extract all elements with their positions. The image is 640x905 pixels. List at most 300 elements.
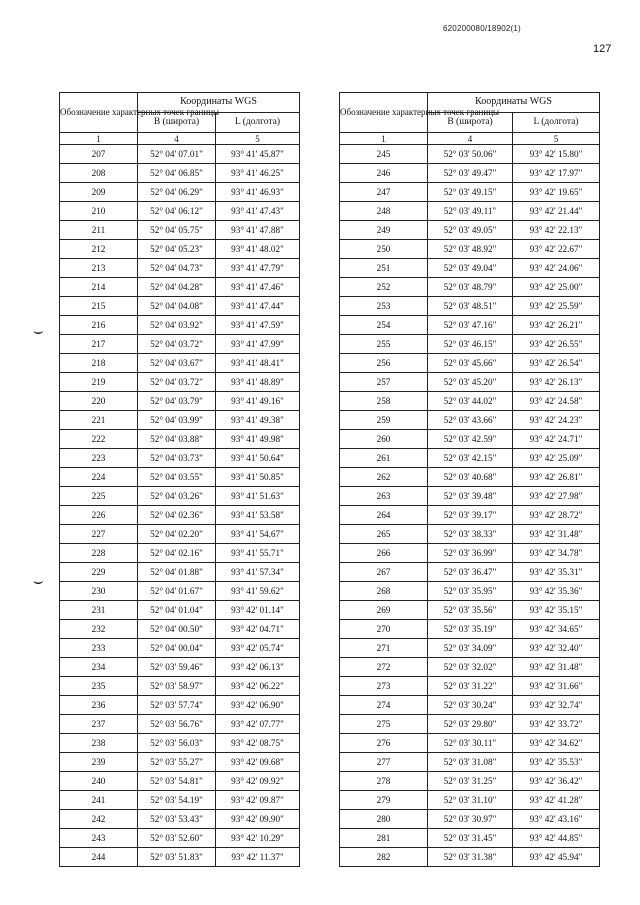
table-row bbox=[60, 373, 300, 392]
column-number: 4 bbox=[428, 133, 513, 145]
latitude-cell: 52° 03' 47.16" bbox=[428, 316, 513, 335]
point-number-cell: 257 bbox=[340, 373, 428, 392]
point-number-cell: 273 bbox=[340, 677, 428, 696]
table-row bbox=[340, 487, 600, 506]
longitude-cell: 93° 42' 31.66" bbox=[513, 677, 600, 696]
longitude-cell: 93° 42' 06.13" bbox=[216, 658, 300, 677]
point-number-cell: 263 bbox=[340, 487, 428, 506]
longitude-cell: 93° 42' 34.78" bbox=[513, 544, 600, 563]
table-row bbox=[60, 259, 300, 278]
table-row bbox=[340, 468, 600, 487]
latitude-cell: 52° 03' 42.15" bbox=[428, 449, 513, 468]
table-row bbox=[60, 392, 300, 411]
latitude-cell: 52° 03' 32.02" bbox=[428, 658, 513, 677]
longitude-cell: 93° 42' 06.90" bbox=[216, 696, 300, 715]
latitude-cell: 52° 04' 01.67" bbox=[138, 582, 216, 601]
longitude-cell: 93° 42' 07.77" bbox=[216, 715, 300, 734]
table-row bbox=[60, 791, 300, 810]
table-row bbox=[60, 297, 300, 316]
table-row bbox=[340, 772, 600, 791]
longitude-cell: 93° 42' 05.74" bbox=[216, 639, 300, 658]
longitude-cell: 93° 41' 48.41" bbox=[216, 354, 300, 373]
latitude-cell: 52° 03' 57.74" bbox=[138, 696, 216, 715]
latitude-cell: 52° 04' 07.01" bbox=[138, 145, 216, 164]
lat-column-header: B (широта) bbox=[428, 113, 513, 133]
longitude-cell: 93° 41' 45.87" bbox=[216, 145, 300, 164]
table-row bbox=[340, 582, 600, 601]
point-number-cell: 268 bbox=[340, 582, 428, 601]
point-number-cell: 275 bbox=[340, 715, 428, 734]
longitude-cell: 93° 42' 31.48" bbox=[513, 525, 600, 544]
point-number-cell: 218 bbox=[60, 354, 138, 373]
point-number-cell: 243 bbox=[60, 829, 138, 848]
table-row bbox=[60, 601, 300, 620]
table-row bbox=[60, 848, 300, 867]
longitude-cell: 93° 42' 41.28" bbox=[513, 791, 600, 810]
table-row bbox=[340, 373, 600, 392]
table-row bbox=[60, 335, 300, 354]
latitude-cell: 52° 03' 35.95" bbox=[428, 582, 513, 601]
table-row bbox=[60, 658, 300, 677]
table-row bbox=[60, 810, 300, 829]
table-row bbox=[340, 259, 600, 278]
point-number-cell: 220 bbox=[60, 392, 138, 411]
table-row bbox=[340, 563, 600, 582]
longitude-cell: 93° 42' 32.74" bbox=[513, 696, 600, 715]
lon-column-header: L (долгота) bbox=[216, 113, 300, 133]
latitude-cell: 52° 03' 31.22" bbox=[428, 677, 513, 696]
longitude-cell: 93° 42' 06.22" bbox=[216, 677, 300, 696]
point-number-cell: 259 bbox=[340, 411, 428, 430]
longitude-cell: 93° 41' 48.89" bbox=[216, 373, 300, 392]
table-row bbox=[340, 411, 600, 430]
table-row bbox=[60, 525, 300, 544]
point-number-cell: 225 bbox=[60, 487, 138, 506]
longitude-cell: 93° 42' 17.97" bbox=[513, 164, 600, 183]
point-number-cell: 214 bbox=[60, 278, 138, 297]
point-number-cell: 271 bbox=[340, 639, 428, 658]
longitude-cell: 93° 42' 44.85" bbox=[513, 829, 600, 848]
point-number-cell: 211 bbox=[60, 221, 138, 240]
table-row bbox=[340, 544, 600, 563]
longitude-cell: 93° 41' 47.46" bbox=[216, 278, 300, 297]
point-number-cell: 210 bbox=[60, 202, 138, 221]
table-row bbox=[60, 430, 300, 449]
point-number-cell: 230 bbox=[60, 582, 138, 601]
latitude-cell: 52° 04' 04.28" bbox=[138, 278, 216, 297]
longitude-cell: 93° 41' 46.93" bbox=[216, 183, 300, 202]
latitude-cell: 52° 03' 31.38" bbox=[428, 848, 513, 867]
latitude-cell: 52° 03' 30.97" bbox=[428, 810, 513, 829]
latitude-cell: 52° 04' 03.67" bbox=[138, 354, 216, 373]
latitude-cell: 52° 04' 04.08" bbox=[138, 297, 216, 316]
latitude-cell: 52° 04' 03.92" bbox=[138, 316, 216, 335]
longitude-cell: 93° 42' 24.06" bbox=[513, 259, 600, 278]
latitude-cell: 52° 03' 30.24" bbox=[428, 696, 513, 715]
point-number-cell: 212 bbox=[60, 240, 138, 259]
latitude-cell: 52° 03' 31.25" bbox=[428, 772, 513, 791]
longitude-cell: 93° 41' 57.34" bbox=[216, 563, 300, 582]
point-number-cell: 229 bbox=[60, 563, 138, 582]
longitude-cell: 93° 42' 25.09" bbox=[513, 449, 600, 468]
point-number-cell: 223 bbox=[60, 449, 138, 468]
point-number-cell: 258 bbox=[340, 392, 428, 411]
longitude-cell: 93° 42' 01.14" bbox=[216, 601, 300, 620]
table-row bbox=[60, 183, 300, 202]
point-number-cell: 231 bbox=[60, 601, 138, 620]
point-number-cell: 272 bbox=[340, 658, 428, 677]
latitude-cell: 52° 03' 49.11" bbox=[428, 202, 513, 221]
lat-column-header: B (широта) bbox=[138, 113, 216, 133]
table-row bbox=[60, 164, 300, 183]
point-number-cell: 251 bbox=[340, 259, 428, 278]
table-row bbox=[60, 696, 300, 715]
longitude-cell: 93° 42' 25.59" bbox=[513, 297, 600, 316]
latitude-cell: 52° 04' 03.55" bbox=[138, 468, 216, 487]
table-row bbox=[60, 354, 300, 373]
point-number-cell: 265 bbox=[340, 525, 428, 544]
point-number-cell: 215 bbox=[60, 297, 138, 316]
point-number-cell: 245 bbox=[340, 145, 428, 164]
latitude-cell: 52° 04' 00.04" bbox=[138, 639, 216, 658]
latitude-cell: 52° 03' 46.15" bbox=[428, 335, 513, 354]
longitude-cell: 93° 42' 28.72" bbox=[513, 506, 600, 525]
table-row bbox=[340, 848, 600, 867]
table-row bbox=[60, 411, 300, 430]
point-number-cell: 208 bbox=[60, 164, 138, 183]
point-number-cell: 255 bbox=[340, 335, 428, 354]
table-row bbox=[340, 430, 600, 449]
latitude-cell: 52° 03' 54.19" bbox=[138, 791, 216, 810]
longitude-cell: 93° 42' 22.13" bbox=[513, 221, 600, 240]
table-row bbox=[60, 753, 300, 772]
point-number-cell: 227 bbox=[60, 525, 138, 544]
table-row bbox=[60, 734, 300, 753]
longitude-cell: 93° 42' 10.29" bbox=[216, 829, 300, 848]
latitude-cell: 52° 04' 06.85" bbox=[138, 164, 216, 183]
point-number-cell: 217 bbox=[60, 335, 138, 354]
table-row bbox=[340, 202, 600, 221]
point-number-cell: 261 bbox=[340, 449, 428, 468]
table-row bbox=[340, 601, 600, 620]
table-row bbox=[60, 563, 300, 582]
latitude-cell: 52° 03' 48.79" bbox=[428, 278, 513, 297]
latitude-cell: 52° 03' 40.68" bbox=[428, 468, 513, 487]
point-number-cell: 252 bbox=[340, 278, 428, 297]
latitude-cell: 52° 03' 56.76" bbox=[138, 715, 216, 734]
table-row bbox=[340, 658, 600, 677]
longitude-cell: 93° 41' 47.59" bbox=[216, 316, 300, 335]
longitude-cell: 93° 42' 08.75" bbox=[216, 734, 300, 753]
longitude-cell: 93° 42' 09.68" bbox=[216, 753, 300, 772]
longitude-cell: 93° 41' 49.16" bbox=[216, 392, 300, 411]
column-number: 4 bbox=[138, 133, 216, 145]
latitude-cell: 52° 03' 48.51" bbox=[428, 297, 513, 316]
point-number-cell: 241 bbox=[60, 791, 138, 810]
table-row bbox=[340, 297, 600, 316]
column-number: 1 bbox=[60, 133, 138, 145]
longitude-cell: 93° 42' 22.67" bbox=[513, 240, 600, 259]
longitude-cell: 93° 42' 24.71" bbox=[513, 430, 600, 449]
wgs-group-header: Координаты WGS bbox=[428, 93, 600, 113]
longitude-cell: 93° 42' 09.87" bbox=[216, 791, 300, 810]
table-row bbox=[340, 506, 600, 525]
latitude-cell: 52° 03' 49.15" bbox=[428, 183, 513, 202]
longitude-cell: 93° 42' 04.71" bbox=[216, 620, 300, 639]
latitude-cell: 52° 03' 52.60" bbox=[138, 829, 216, 848]
point-number-cell: 228 bbox=[60, 544, 138, 563]
latitude-cell: 52° 03' 42.59" bbox=[428, 430, 513, 449]
table-row bbox=[60, 620, 300, 639]
table-row bbox=[60, 145, 300, 164]
longitude-cell: 93° 42' 25.00" bbox=[513, 278, 600, 297]
longitude-cell: 93° 41' 54.67" bbox=[216, 525, 300, 544]
latitude-cell: 52° 04' 03.88" bbox=[138, 430, 216, 449]
latitude-cell: 52° 04' 01.88" bbox=[138, 563, 216, 582]
latitude-cell: 52° 03' 48.92" bbox=[428, 240, 513, 259]
latitude-cell: 52° 04' 05.23" bbox=[138, 240, 216, 259]
latitude-cell: 52° 03' 31.08" bbox=[428, 753, 513, 772]
point-number-cell: 224 bbox=[60, 468, 138, 487]
longitude-cell: 93° 41' 48.02" bbox=[216, 240, 300, 259]
point-number-cell: 250 bbox=[340, 240, 428, 259]
latitude-cell: 52° 03' 31.10" bbox=[428, 791, 513, 810]
table-row bbox=[340, 221, 600, 240]
point-number-cell: 260 bbox=[340, 430, 428, 449]
longitude-cell: 93° 42' 11.37" bbox=[216, 848, 300, 867]
table-row bbox=[60, 487, 300, 506]
latitude-cell: 52° 03' 39.48" bbox=[428, 487, 513, 506]
longitude-cell: 93° 42' 09.92" bbox=[216, 772, 300, 791]
longitude-cell: 93° 42' 31.48" bbox=[513, 658, 600, 677]
point-number-cell: 262 bbox=[340, 468, 428, 487]
longitude-cell: 93° 41' 50.85" bbox=[216, 468, 300, 487]
longitude-cell: 93° 42' 35.31" bbox=[513, 563, 600, 582]
point-number-cell: 270 bbox=[340, 620, 428, 639]
latitude-cell: 52° 03' 44.02" bbox=[428, 392, 513, 411]
table-row bbox=[340, 620, 600, 639]
longitude-cell: 93° 42' 26.54" bbox=[513, 354, 600, 373]
point-number-cell: 281 bbox=[340, 829, 428, 848]
point-number-cell: 222 bbox=[60, 430, 138, 449]
point-number-cell: 239 bbox=[60, 753, 138, 772]
table-row bbox=[340, 335, 600, 354]
longitude-cell: 93° 42' 45.94" bbox=[513, 848, 600, 867]
point-number-cell: 240 bbox=[60, 772, 138, 791]
latitude-cell: 52° 03' 38.33" bbox=[428, 525, 513, 544]
longitude-cell: 93° 42' 15.80" bbox=[513, 145, 600, 164]
point-number-cell: 267 bbox=[340, 563, 428, 582]
table-row bbox=[340, 183, 600, 202]
longitude-cell: 93° 41' 47.88" bbox=[216, 221, 300, 240]
point-number-cell: 235 bbox=[60, 677, 138, 696]
point-number-cell: 221 bbox=[60, 411, 138, 430]
point-number-cell: 248 bbox=[340, 202, 428, 221]
point-number-cell: 278 bbox=[340, 772, 428, 791]
table-row bbox=[340, 240, 600, 259]
table-row bbox=[340, 316, 600, 335]
latitude-cell: 52° 03' 36.47" bbox=[428, 563, 513, 582]
margin-mark-lower: ⌣ bbox=[33, 573, 44, 590]
longitude-cell: 93° 42' 34.62" bbox=[513, 734, 600, 753]
latitude-cell: 52° 04' 01.04" bbox=[138, 601, 216, 620]
point-number-cell: 216 bbox=[60, 316, 138, 335]
latitude-cell: 52° 03' 49.05" bbox=[428, 221, 513, 240]
longitude-cell: 93° 41' 50.64" bbox=[216, 449, 300, 468]
table-row bbox=[340, 715, 600, 734]
longitude-cell: 93° 42' 24.23" bbox=[513, 411, 600, 430]
table-row bbox=[60, 677, 300, 696]
latitude-cell: 52° 03' 59.46" bbox=[138, 658, 216, 677]
table-row bbox=[340, 734, 600, 753]
latitude-cell: 52° 04' 03.72" bbox=[138, 335, 216, 354]
latitude-cell: 52° 04' 02.36" bbox=[138, 506, 216, 525]
latitude-cell: 52° 03' 35.19" bbox=[428, 620, 513, 639]
latitude-cell: 52° 03' 45.66" bbox=[428, 354, 513, 373]
latitude-cell: 52° 03' 50.06" bbox=[428, 145, 513, 164]
longitude-cell: 93° 41' 49.38" bbox=[216, 411, 300, 430]
point-number-cell: 280 bbox=[340, 810, 428, 829]
column-number: 5 bbox=[216, 133, 300, 145]
point-number-cell: 264 bbox=[340, 506, 428, 525]
longitude-cell: 93° 42' 35.36" bbox=[513, 582, 600, 601]
table-row bbox=[340, 449, 600, 468]
point-number-cell: 266 bbox=[340, 544, 428, 563]
column-number: 1 bbox=[340, 133, 428, 145]
point-number-cell: 236 bbox=[60, 696, 138, 715]
latitude-cell: 52° 04' 03.72" bbox=[138, 373, 216, 392]
point-number-cell: 234 bbox=[60, 658, 138, 677]
point-number-cell: 256 bbox=[340, 354, 428, 373]
longitude-cell: 93° 42' 26.81" bbox=[513, 468, 600, 487]
longitude-cell: 93° 42' 33.72" bbox=[513, 715, 600, 734]
latitude-cell: 52° 03' 43.66" bbox=[428, 411, 513, 430]
table-row bbox=[60, 202, 300, 221]
table-row bbox=[60, 582, 300, 601]
table-row bbox=[340, 829, 600, 848]
table-row bbox=[60, 544, 300, 563]
latitude-cell: 52° 04' 03.26" bbox=[138, 487, 216, 506]
point-number-cell: 269 bbox=[340, 601, 428, 620]
longitude-cell: 93° 41' 59.62" bbox=[216, 582, 300, 601]
table-row bbox=[60, 639, 300, 658]
longitude-cell: 93° 41' 51.63" bbox=[216, 487, 300, 506]
longitude-cell: 93° 41' 47.44" bbox=[216, 297, 300, 316]
longitude-cell: 93° 42' 26.55" bbox=[513, 335, 600, 354]
table-row bbox=[60, 829, 300, 848]
latitude-cell: 52° 03' 45.20" bbox=[428, 373, 513, 392]
table-row bbox=[340, 791, 600, 810]
latitude-cell: 52° 03' 54.81" bbox=[138, 772, 216, 791]
coordinates-table-right bbox=[339, 92, 600, 867]
table-row bbox=[340, 639, 600, 658]
point-number-cell: 282 bbox=[340, 848, 428, 867]
longitude-cell: 93° 42' 43.16" bbox=[513, 810, 600, 829]
longitude-cell: 93° 41' 47.99" bbox=[216, 335, 300, 354]
point-column-header: Обозначение характерных точек границы bbox=[340, 93, 428, 133]
point-number-cell: 232 bbox=[60, 620, 138, 639]
longitude-cell: 93° 42' 26.13" bbox=[513, 373, 600, 392]
point-number-cell: 276 bbox=[340, 734, 428, 753]
latitude-cell: 52° 04' 03.79" bbox=[138, 392, 216, 411]
point-number-cell: 209 bbox=[60, 183, 138, 202]
longitude-cell: 93° 42' 26.21" bbox=[513, 316, 600, 335]
table-row bbox=[60, 468, 300, 487]
point-number-cell: 242 bbox=[60, 810, 138, 829]
longitude-cell: 93° 42' 19.65" bbox=[513, 183, 600, 202]
latitude-cell: 52° 04' 05.75" bbox=[138, 221, 216, 240]
latitude-cell: 52° 03' 49.04" bbox=[428, 259, 513, 278]
table-row bbox=[340, 753, 600, 772]
point-number-cell: 254 bbox=[340, 316, 428, 335]
longitude-cell: 93° 41' 55.71" bbox=[216, 544, 300, 563]
table-row bbox=[60, 715, 300, 734]
latitude-cell: 52° 03' 30.11" bbox=[428, 734, 513, 753]
longitude-cell: 93° 41' 53.58" bbox=[216, 506, 300, 525]
latitude-cell: 52° 03' 35.56" bbox=[428, 601, 513, 620]
latitude-cell: 52° 04' 03.73" bbox=[138, 449, 216, 468]
point-number-cell: 247 bbox=[340, 183, 428, 202]
longitude-cell: 93° 42' 36.42" bbox=[513, 772, 600, 791]
longitude-cell: 93° 42' 35.53" bbox=[513, 753, 600, 772]
latitude-cell: 52° 03' 49.47" bbox=[428, 164, 513, 183]
point-number-cell: 279 bbox=[340, 791, 428, 810]
point-number-cell: 213 bbox=[60, 259, 138, 278]
longitude-cell: 93° 41' 47.43" bbox=[216, 202, 300, 221]
point-number-cell: 207 bbox=[60, 145, 138, 164]
latitude-cell: 52° 03' 29.80" bbox=[428, 715, 513, 734]
latitude-cell: 52° 03' 36.99" bbox=[428, 544, 513, 563]
table-row bbox=[340, 164, 600, 183]
longitude-cell: 93° 41' 46.25" bbox=[216, 164, 300, 183]
longitude-cell: 93° 42' 24.58" bbox=[513, 392, 600, 411]
table-row bbox=[60, 449, 300, 468]
longitude-cell: 93° 41' 47.79" bbox=[216, 259, 300, 278]
point-number-cell: 219 bbox=[60, 373, 138, 392]
point-number-cell: 237 bbox=[60, 715, 138, 734]
table-row bbox=[340, 278, 600, 297]
point-number-cell: 246 bbox=[340, 164, 428, 183]
longitude-cell: 93° 41' 49.98" bbox=[216, 430, 300, 449]
longitude-cell: 93° 42' 34.65" bbox=[513, 620, 600, 639]
table-row bbox=[60, 772, 300, 791]
latitude-cell: 52° 04' 06.12" bbox=[138, 202, 216, 221]
table-row bbox=[340, 354, 600, 373]
longitude-cell: 93° 42' 32.40" bbox=[513, 639, 600, 658]
column-number: 5 bbox=[513, 133, 600, 145]
table-row bbox=[60, 316, 300, 335]
lon-column-header: L (долгота) bbox=[513, 113, 600, 133]
latitude-cell: 52° 03' 56.03" bbox=[138, 734, 216, 753]
latitude-cell: 52° 04' 04.73" bbox=[138, 259, 216, 278]
point-number-cell: 244 bbox=[60, 848, 138, 867]
table-row bbox=[60, 240, 300, 259]
table-row bbox=[60, 506, 300, 525]
latitude-cell: 52° 03' 34.09" bbox=[428, 639, 513, 658]
table-row bbox=[340, 525, 600, 544]
table-row bbox=[340, 145, 600, 164]
latitude-cell: 52° 03' 58.97" bbox=[138, 677, 216, 696]
wgs-group-header: Координаты WGS bbox=[138, 93, 300, 113]
table-row bbox=[340, 677, 600, 696]
table-row bbox=[340, 392, 600, 411]
latitude-cell: 52° 03' 55.27" bbox=[138, 753, 216, 772]
point-number-cell: 226 bbox=[60, 506, 138, 525]
point-number-cell: 274 bbox=[340, 696, 428, 715]
point-number-cell: 277 bbox=[340, 753, 428, 772]
point-column-header: Обозначение характерных точек границы bbox=[60, 93, 138, 133]
longitude-cell: 93° 42' 27.98" bbox=[513, 487, 600, 506]
